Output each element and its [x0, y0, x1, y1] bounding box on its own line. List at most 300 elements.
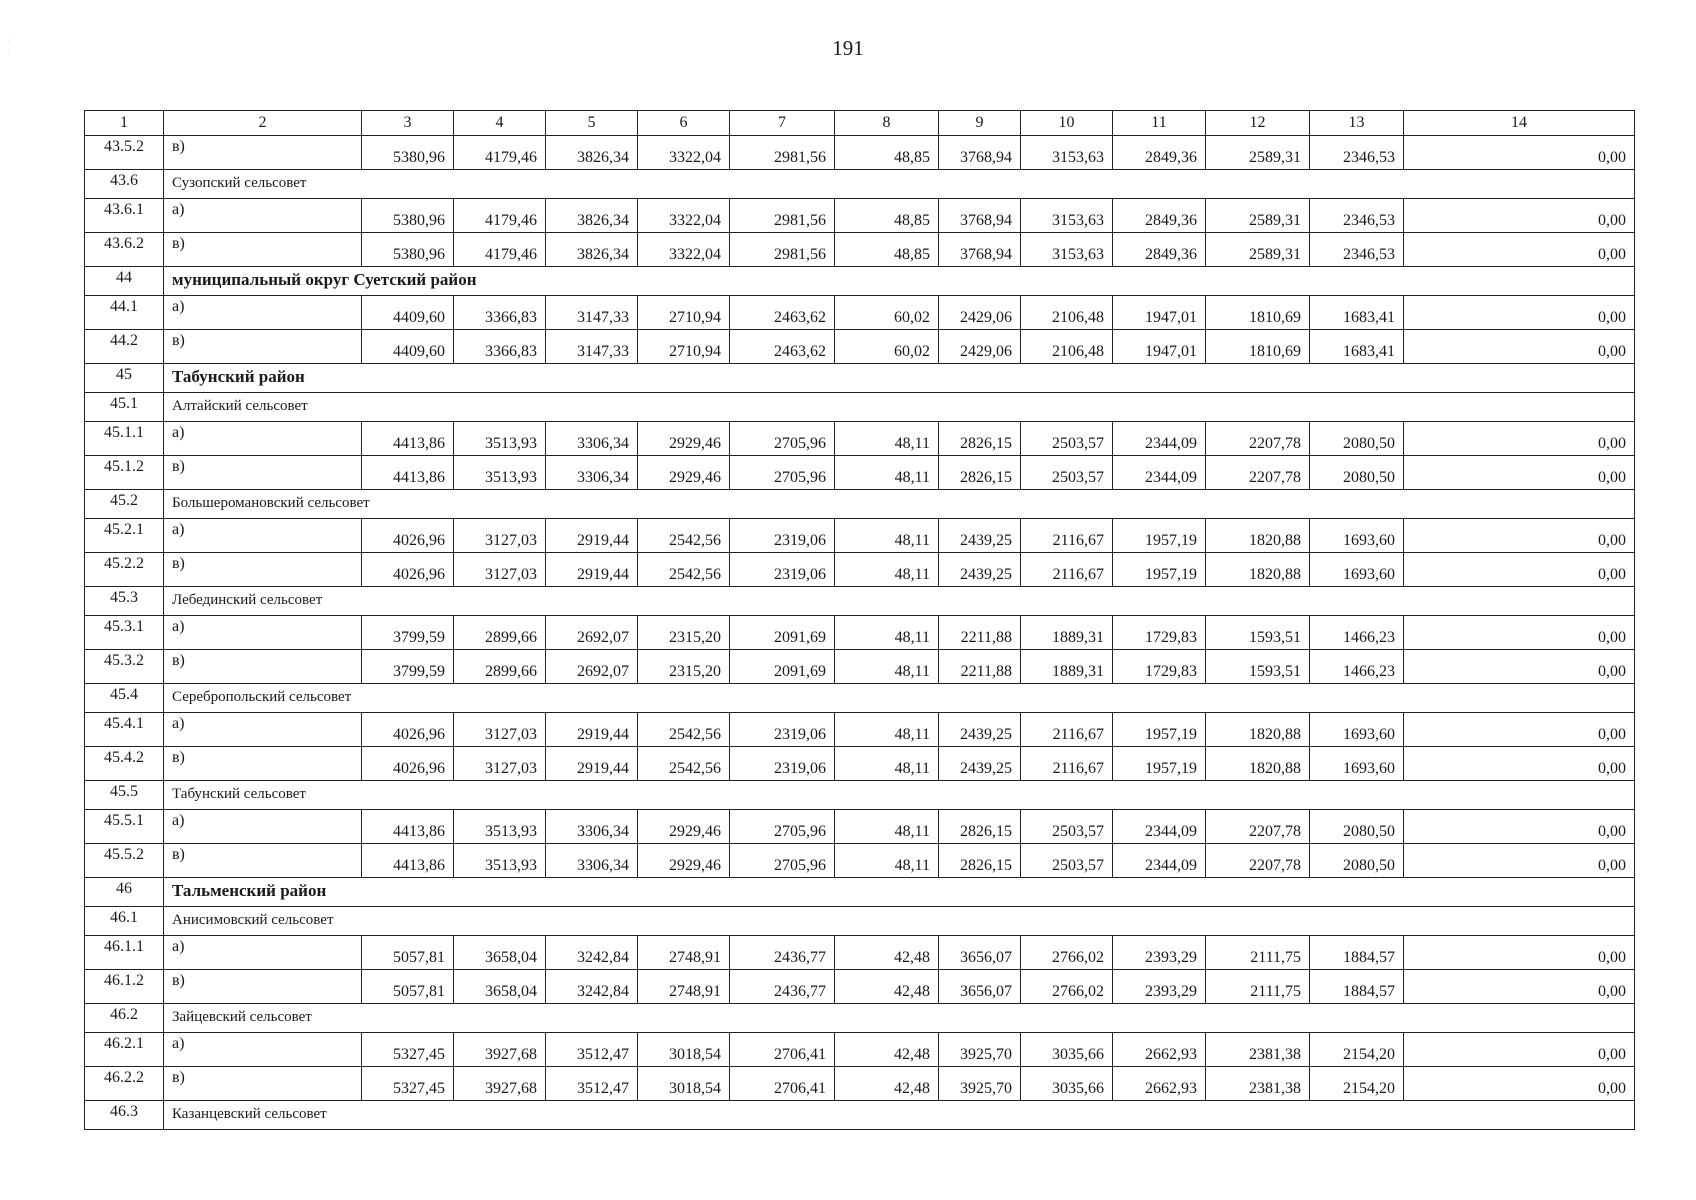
column-header: 1 [85, 111, 164, 136]
table-cell: 2919,44 [546, 553, 638, 587]
table-cell: 2463,62 [730, 330, 835, 364]
table-cell: 2748,91 [638, 936, 730, 970]
table-row [85, 1033, 1635, 1067]
table-cell: 0,00 [1404, 936, 1635, 970]
table-cell: 3147,33 [546, 330, 638, 364]
table-cell: 5327,45 [362, 1067, 454, 1101]
row-index: 45.4.2 [85, 747, 164, 781]
row-index: 46.1.1 [85, 936, 164, 970]
table-cell: 2319,06 [730, 519, 835, 553]
table-cell: 2849,36 [1113, 233, 1206, 267]
table-cell: 3799,59 [362, 616, 454, 650]
table-cell: 2346,53 [1310, 136, 1404, 170]
table-cell: 2207,78 [1206, 810, 1310, 844]
table-cell: 1820,88 [1206, 713, 1310, 747]
table-cell: 0,00 [1404, 1033, 1635, 1067]
row-index: 45.2.1 [85, 519, 164, 553]
table-cell: 2710,94 [638, 296, 730, 330]
row-index: 45.1 [85, 393, 164, 422]
table-cell: 4409,60 [362, 296, 454, 330]
row-index: 45 [85, 364, 164, 393]
row-index: 45.2 [85, 490, 164, 519]
council-heading-row [85, 684, 1635, 713]
table-cell: 2929,46 [638, 810, 730, 844]
table-cell: 48,11 [835, 616, 939, 650]
table-cell: 2662,93 [1113, 1033, 1206, 1067]
table-cell: 2346,53 [1310, 199, 1404, 233]
table-row [85, 747, 1635, 781]
table-cell: 1693,60 [1310, 747, 1404, 781]
table-cell: 3127,03 [454, 747, 546, 781]
column-header: 8 [835, 111, 939, 136]
district-heading-row [85, 364, 1635, 393]
table-cell: 2826,15 [939, 422, 1021, 456]
row-index: 46.1 [85, 907, 164, 936]
table-cell: 1466,23 [1310, 650, 1404, 684]
district-heading-row [85, 878, 1635, 907]
table-cell: 3153,63 [1021, 233, 1113, 267]
table-cell: 2344,09 [1113, 456, 1206, 490]
section-title: Серебропольский сельсовет [164, 684, 1635, 713]
column-header: 7 [730, 111, 835, 136]
table-cell: 1820,88 [1206, 553, 1310, 587]
table-cell: 3512,47 [546, 1067, 638, 1101]
row-label: в) [164, 330, 362, 364]
row-index: 46.2.2 [85, 1067, 164, 1101]
table-cell: 1889,31 [1021, 616, 1113, 650]
column-header: 14 [1404, 111, 1635, 136]
row-index: 44.1 [85, 296, 164, 330]
table-cell: 2849,36 [1113, 136, 1206, 170]
council-heading-row [85, 781, 1635, 810]
table-cell: 2705,96 [730, 422, 835, 456]
table-cell: 2826,15 [939, 844, 1021, 878]
row-label: а) [164, 713, 362, 747]
row-index: 45.5 [85, 781, 164, 810]
table-cell: 2436,77 [730, 936, 835, 970]
table-cell: 2381,38 [1206, 1067, 1310, 1101]
table-cell: 42,48 [835, 1033, 939, 1067]
table-cell: 2207,78 [1206, 844, 1310, 878]
table-cell: 3306,34 [546, 844, 638, 878]
table-cell: 2589,31 [1206, 136, 1310, 170]
table-cell: 42,48 [835, 1067, 939, 1101]
table-cell: 3826,34 [546, 233, 638, 267]
table-cell: 4413,86 [362, 456, 454, 490]
table-cell: 3322,04 [638, 136, 730, 170]
table-cell: 0,00 [1404, 199, 1635, 233]
table-cell: 3927,68 [454, 1033, 546, 1067]
table-cell: 2436,77 [730, 970, 835, 1004]
table-cell: 1810,69 [1206, 330, 1310, 364]
table-cell: 48,11 [835, 650, 939, 684]
section-title: Тальменский район [164, 878, 1635, 907]
table-cell: 3656,07 [939, 970, 1021, 1004]
table-cell: 3306,34 [546, 422, 638, 456]
council-heading-row [85, 907, 1635, 936]
table-cell: 2826,15 [939, 810, 1021, 844]
table-row [85, 422, 1635, 456]
table-cell: 2766,02 [1021, 970, 1113, 1004]
table-cell: 3366,83 [454, 296, 546, 330]
table-cell: 2111,75 [1206, 936, 1310, 970]
table-cell: 4413,86 [362, 810, 454, 844]
table-cell: 2748,91 [638, 970, 730, 1004]
table-cell: 2106,48 [1021, 296, 1113, 330]
table-cell: 3127,03 [454, 519, 546, 553]
row-index: 45.5.2 [85, 844, 164, 878]
table-cell: 2706,41 [730, 1067, 835, 1101]
column-header: 13 [1310, 111, 1404, 136]
table-cell: 2315,20 [638, 616, 730, 650]
table-cell: 1947,01 [1113, 296, 1206, 330]
table-cell: 1683,41 [1310, 330, 1404, 364]
table-cell: 3306,34 [546, 810, 638, 844]
table-cell: 2344,09 [1113, 422, 1206, 456]
table-cell: 2319,06 [730, 553, 835, 587]
table-cell: 3826,34 [546, 136, 638, 170]
table-row [85, 456, 1635, 490]
table-cell: 2503,57 [1021, 810, 1113, 844]
table-cell: 3322,04 [638, 233, 730, 267]
row-label: в) [164, 456, 362, 490]
row-index: 46.3 [85, 1101, 164, 1130]
table-cell: 1693,60 [1310, 553, 1404, 587]
table-row [85, 296, 1635, 330]
row-label: в) [164, 650, 362, 684]
table-cell: 2503,57 [1021, 844, 1113, 878]
section-title: Алтайский сельсовет [164, 393, 1635, 422]
table-cell: 5380,96 [362, 233, 454, 267]
row-label: а) [164, 936, 362, 970]
table-cell: 0,00 [1404, 810, 1635, 844]
table-cell: 2439,25 [939, 519, 1021, 553]
table-cell: 0,00 [1404, 747, 1635, 781]
table-cell: 4413,86 [362, 844, 454, 878]
table-cell: 3826,34 [546, 199, 638, 233]
table-cell: 2439,25 [939, 747, 1021, 781]
table-cell: 3768,94 [939, 199, 1021, 233]
row-label: в) [164, 553, 362, 587]
table-cell: 0,00 [1404, 553, 1635, 587]
table-cell: 2929,46 [638, 456, 730, 490]
table-cell: 3322,04 [638, 199, 730, 233]
row-index: 45.3.1 [85, 616, 164, 650]
table-body [85, 111, 1635, 1130]
table-cell: 2705,96 [730, 810, 835, 844]
table-cell: 2080,50 [1310, 456, 1404, 490]
row-index: 45.3.2 [85, 650, 164, 684]
table-cell: 1947,01 [1113, 330, 1206, 364]
scan-margin-mark: : : [8, 37, 10, 55]
table-cell: 1683,41 [1310, 296, 1404, 330]
row-label: а) [164, 810, 362, 844]
row-index: 43.6.2 [85, 233, 164, 267]
row-label: а) [164, 519, 362, 553]
table-cell: 2154,20 [1310, 1033, 1404, 1067]
row-index: 45.4 [85, 684, 164, 713]
column-header: 9 [939, 111, 1021, 136]
row-index: 44 [85, 267, 164, 296]
section-title: Казанцевский сельсовет [164, 1101, 1635, 1130]
table-cell: 48,11 [835, 713, 939, 747]
row-index: 45.4.1 [85, 713, 164, 747]
table-cell: 3153,63 [1021, 199, 1113, 233]
table-cell: 2692,07 [546, 650, 638, 684]
table-cell: 2705,96 [730, 456, 835, 490]
table-cell: 48,11 [835, 553, 939, 587]
column-header: 6 [638, 111, 730, 136]
table-row [85, 936, 1635, 970]
table-cell: 0,00 [1404, 970, 1635, 1004]
table-cell: 2344,09 [1113, 844, 1206, 878]
table-cell: 1820,88 [1206, 747, 1310, 781]
table-cell: 0,00 [1404, 650, 1635, 684]
table-cell: 1593,51 [1206, 616, 1310, 650]
section-title: Большеромановский сельсовет [164, 490, 1635, 519]
table-cell: 1884,57 [1310, 970, 1404, 1004]
council-heading-row [85, 1101, 1635, 1130]
table-cell: 3242,84 [546, 936, 638, 970]
table-cell: 5380,96 [362, 136, 454, 170]
table-cell: 2116,67 [1021, 553, 1113, 587]
table-cell: 2439,25 [939, 553, 1021, 587]
table-cell: 3512,47 [546, 1033, 638, 1067]
table-cell: 4026,96 [362, 519, 454, 553]
table-cell: 2981,56 [730, 136, 835, 170]
table-cell: 2211,88 [939, 650, 1021, 684]
table-cell: 3658,04 [454, 970, 546, 1004]
table-cell: 3925,70 [939, 1033, 1021, 1067]
row-index: 45.5.1 [85, 810, 164, 844]
table-cell: 1957,19 [1113, 747, 1206, 781]
table-cell: 2315,20 [638, 650, 730, 684]
table-cell: 3927,68 [454, 1067, 546, 1101]
table-cell: 3656,07 [939, 936, 1021, 970]
district-heading-row [85, 267, 1635, 296]
row-index: 46.2 [85, 1004, 164, 1033]
table-row [85, 330, 1635, 364]
table-cell: 2981,56 [730, 233, 835, 267]
table-cell: 2919,44 [546, 519, 638, 553]
table-cell: 1729,83 [1113, 650, 1206, 684]
row-index: 43.5.2 [85, 136, 164, 170]
table-cell: 0,00 [1404, 136, 1635, 170]
column-header: 10 [1021, 111, 1113, 136]
row-index: 43.6.1 [85, 199, 164, 233]
table-cell: 2981,56 [730, 199, 835, 233]
table-cell: 4026,96 [362, 553, 454, 587]
tariff-table [84, 110, 1635, 1130]
table-cell: 3513,93 [454, 810, 546, 844]
section-title: Лебединский сельсовет [164, 587, 1635, 616]
table-cell: 3035,66 [1021, 1033, 1113, 1067]
row-label: а) [164, 616, 362, 650]
table-cell: 3768,94 [939, 233, 1021, 267]
table-cell: 1693,60 [1310, 519, 1404, 553]
table-cell: 3147,33 [546, 296, 638, 330]
column-header: 12 [1206, 111, 1310, 136]
table-cell: 2542,56 [638, 713, 730, 747]
row-label: в) [164, 844, 362, 878]
table-cell: 2929,46 [638, 422, 730, 456]
council-heading-row [85, 1004, 1635, 1033]
table-cell: 3513,93 [454, 844, 546, 878]
table-cell: 3513,93 [454, 422, 546, 456]
table-cell: 1957,19 [1113, 713, 1206, 747]
table-cell: 2091,69 [730, 616, 835, 650]
table-cell: 0,00 [1404, 422, 1635, 456]
table-row [85, 844, 1635, 878]
table-row [85, 650, 1635, 684]
column-header: 11 [1113, 111, 1206, 136]
table-cell: 4179,46 [454, 199, 546, 233]
row-label: в) [164, 233, 362, 267]
table-cell: 2542,56 [638, 747, 730, 781]
table-row [85, 136, 1635, 170]
header-row [85, 111, 1635, 136]
table-cell: 2106,48 [1021, 330, 1113, 364]
table-cell: 2766,02 [1021, 936, 1113, 970]
row-label: а) [164, 199, 362, 233]
table-cell: 2899,66 [454, 650, 546, 684]
row-label: а) [164, 1033, 362, 1067]
column-header: 5 [546, 111, 638, 136]
table-cell: 2919,44 [546, 747, 638, 781]
table-cell: 2111,75 [1206, 970, 1310, 1004]
table-cell: 4179,46 [454, 233, 546, 267]
table-cell: 42,48 [835, 970, 939, 1004]
table-cell: 48,85 [835, 233, 939, 267]
table-cell: 3768,94 [939, 136, 1021, 170]
row-index: 46 [85, 878, 164, 907]
table-cell: 2463,62 [730, 296, 835, 330]
table-cell: 2919,44 [546, 713, 638, 747]
section-title: Табунский сельсовет [164, 781, 1635, 810]
table-cell: 2929,46 [638, 844, 730, 878]
table-cell: 48,11 [835, 422, 939, 456]
table-cell: 3925,70 [939, 1067, 1021, 1101]
section-title: муниципальный округ Суетский район [164, 267, 1635, 296]
table-cell: 1693,60 [1310, 713, 1404, 747]
table-row [85, 233, 1635, 267]
table-cell: 2429,06 [939, 296, 1021, 330]
section-title: Зайцевский сельсовет [164, 1004, 1635, 1033]
table-cell: 60,02 [835, 330, 939, 364]
table-cell: 2344,09 [1113, 810, 1206, 844]
table-cell: 48,85 [835, 136, 939, 170]
row-index: 43.6 [85, 170, 164, 199]
table-cell: 3799,59 [362, 650, 454, 684]
table-cell: 4179,46 [454, 136, 546, 170]
table-cell: 2116,67 [1021, 713, 1113, 747]
council-heading-row [85, 587, 1635, 616]
table-cell: 0,00 [1404, 519, 1635, 553]
row-label: в) [164, 1067, 362, 1101]
table-cell: 5327,45 [362, 1033, 454, 1067]
table-cell: 1729,83 [1113, 616, 1206, 650]
table-cell: 3242,84 [546, 970, 638, 1004]
table-cell: 2589,31 [1206, 233, 1310, 267]
table-cell: 48,11 [835, 844, 939, 878]
table-cell: 0,00 [1404, 616, 1635, 650]
table-row [85, 970, 1635, 1004]
row-index: 44.2 [85, 330, 164, 364]
column-header: 3 [362, 111, 454, 136]
table-cell: 2439,25 [939, 713, 1021, 747]
table-cell: 3306,34 [546, 456, 638, 490]
table-cell: 2080,50 [1310, 844, 1404, 878]
table-row [85, 713, 1635, 747]
table-cell: 3658,04 [454, 936, 546, 970]
table-cell: 3018,54 [638, 1067, 730, 1101]
table-cell: 2503,57 [1021, 422, 1113, 456]
table-cell: 5057,81 [362, 936, 454, 970]
section-title: Сузопский сельсовет [164, 170, 1635, 199]
table-cell: 2346,53 [1310, 233, 1404, 267]
row-index: 45.1.1 [85, 422, 164, 456]
table-cell: 4409,60 [362, 330, 454, 364]
table-cell: 0,00 [1404, 296, 1635, 330]
table-cell: 4026,96 [362, 747, 454, 781]
page-number: 191 [832, 36, 864, 60]
table-cell: 1957,19 [1113, 553, 1206, 587]
table-row [85, 1067, 1635, 1101]
row-index: 45.2.2 [85, 553, 164, 587]
table-row [85, 810, 1635, 844]
table-cell: 4413,86 [362, 422, 454, 456]
table-cell: 60,02 [835, 296, 939, 330]
table-cell: 2849,36 [1113, 199, 1206, 233]
table-cell: 0,00 [1404, 1067, 1635, 1101]
section-title: Анисимовский сельсовет [164, 907, 1635, 936]
table-cell: 1889,31 [1021, 650, 1113, 684]
row-index: 45.1.2 [85, 456, 164, 490]
table-cell: 2503,57 [1021, 456, 1113, 490]
table-cell: 3366,83 [454, 330, 546, 364]
table-cell: 48,11 [835, 519, 939, 553]
table-cell: 1810,69 [1206, 296, 1310, 330]
table-cell: 3035,66 [1021, 1067, 1113, 1101]
table-cell: 1957,19 [1113, 519, 1206, 553]
table-cell: 2710,94 [638, 330, 730, 364]
table-cell: 0,00 [1404, 844, 1635, 878]
table-cell: 3513,93 [454, 456, 546, 490]
section-title: Табунский район [164, 364, 1635, 393]
table-cell: 48,11 [835, 810, 939, 844]
table-cell: 2429,06 [939, 330, 1021, 364]
table-cell: 0,00 [1404, 713, 1635, 747]
table-cell: 1466,23 [1310, 616, 1404, 650]
table-cell: 2542,56 [638, 519, 730, 553]
table-cell: 2116,67 [1021, 747, 1113, 781]
row-index: 45.3 [85, 587, 164, 616]
table-cell: 2705,96 [730, 844, 835, 878]
row-index: 46.2.1 [85, 1033, 164, 1067]
column-header: 2 [164, 111, 362, 136]
table-cell: 2381,38 [1206, 1033, 1310, 1067]
table-cell: 3127,03 [454, 713, 546, 747]
table-cell: 48,85 [835, 199, 939, 233]
table-row [85, 553, 1635, 587]
table-cell: 5057,81 [362, 970, 454, 1004]
table-cell: 1593,51 [1206, 650, 1310, 684]
row-label: в) [164, 747, 362, 781]
table-cell: 2319,06 [730, 713, 835, 747]
table-cell: 2692,07 [546, 616, 638, 650]
column-header: 4 [454, 111, 546, 136]
table-cell: 2154,20 [1310, 1067, 1404, 1101]
